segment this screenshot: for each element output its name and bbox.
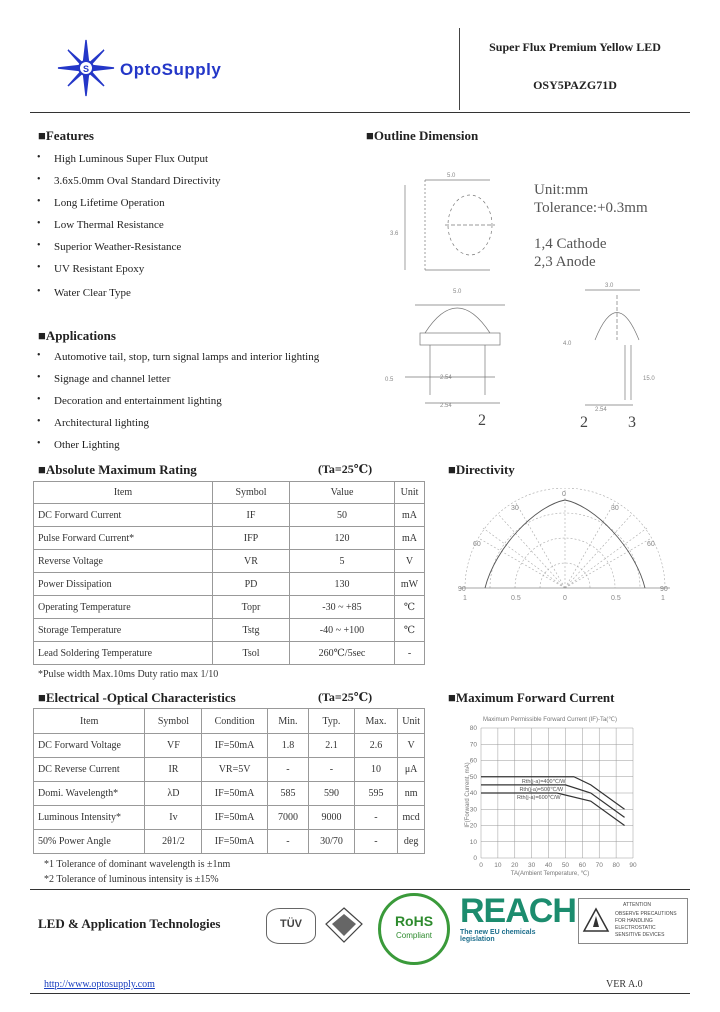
list-item: • High Luminous Super Flux Output	[32, 152, 362, 174]
svg-text:2.54: 2.54	[440, 403, 452, 409]
y-tick-label: 70	[469, 741, 477, 749]
applications-list	[32, 350, 372, 460]
angle-label: 60	[473, 541, 481, 548]
table-cell: V	[398, 734, 425, 758]
x-tick-label: 70	[595, 862, 603, 869]
table-cell: Topr	[213, 596, 290, 619]
outline-pin-cathode: 1,4 Cathode	[534, 236, 607, 252]
abs-max-table	[33, 481, 425, 665]
table-header: Max.	[354, 709, 398, 734]
esd-warning-icon	[582, 907, 610, 933]
reach-sub-text: The new EU chemicals legislation	[460, 929, 536, 943]
table-cell: IF=50mA	[202, 830, 267, 854]
table-cell: 5	[290, 550, 395, 573]
x-tick-label: 50	[561, 862, 570, 869]
table-cell: mcd	[398, 806, 425, 830]
table-row	[34, 830, 425, 854]
table-cell: 590	[309, 782, 354, 806]
table-cell: -	[395, 642, 425, 665]
table-cell: mA	[395, 504, 425, 527]
features-list	[32, 152, 362, 308]
x-tick-label: 30	[528, 862, 536, 869]
electro-title: ■Electrical -Optical Characteristics	[38, 690, 236, 705]
esd-title: ATTENTION	[623, 902, 651, 908]
table-cell: 260℃/5sec	[290, 642, 395, 665]
pin-label: 2	[580, 414, 588, 431]
series-label: Rth(j-a)=500℃/W	[519, 786, 564, 793]
series-label: Rth(j-a)=400℃/W	[521, 778, 566, 785]
table-cell: -	[267, 830, 309, 854]
table-row	[34, 619, 425, 642]
pin-label: 3	[628, 414, 636, 431]
table-cell: Operating Temperature	[34, 596, 213, 619]
table-cell: 2.1	[309, 734, 354, 758]
table-cell: DC Forward Voltage	[34, 734, 145, 758]
x-tick-label: 10	[494, 862, 502, 869]
brand-logo	[56, 38, 276, 98]
table-cell: Tsol	[213, 642, 290, 665]
table-cell: -40 ~ +100	[290, 619, 395, 642]
features-title: ■Features	[38, 128, 94, 143]
x-tick-label: 40	[544, 862, 553, 869]
scale-label: 1	[661, 595, 665, 602]
x-tick-label: 60	[578, 862, 586, 869]
chart-title: Maximum Permissible Forward Current (IF)-Ta(℃)	[482, 717, 618, 723]
angle-label: 30	[511, 505, 519, 512]
table-cell: Lead Soldering Temperature	[34, 642, 213, 665]
abs-max-title: ■Absolute Maximum Rating	[38, 462, 197, 477]
table-cell: 1.8	[267, 734, 309, 758]
list-item: • UV Resistant Epoxy	[32, 262, 362, 284]
website-link[interactable]: http://www.optosupply.com	[44, 979, 155, 990]
scale-label: 0.5	[611, 595, 621, 602]
x-tick-label: 80	[612, 862, 620, 869]
list-item: • Signage and channel letter	[32, 372, 372, 394]
table-header: Condition	[202, 709, 267, 734]
y-tick-label: 0	[473, 855, 477, 862]
table-header: Symbol	[213, 482, 290, 504]
table-cell: 2.6	[354, 734, 398, 758]
table-cell: mA	[395, 527, 425, 550]
table-cell: -	[354, 830, 398, 854]
svg-text:3.6: 3.6	[390, 231, 399, 237]
table-row	[34, 758, 425, 782]
table-header: Value	[290, 482, 395, 504]
table-cell: VR=5V	[202, 758, 267, 782]
outline-title: ■Outline Dimension	[366, 128, 479, 143]
table-row	[34, 806, 425, 830]
table-cell: VF	[145, 734, 202, 758]
table-cell: deg	[398, 830, 425, 854]
table-cell: -	[354, 806, 398, 830]
list-item: • Decoration and entertainment lighting	[32, 394, 372, 416]
table-row	[34, 550, 425, 573]
angle-label: 60	[647, 541, 655, 548]
svg-text:5.0: 5.0	[453, 289, 462, 295]
y-tick-label: 60	[469, 757, 477, 765]
table-cell: ℃	[395, 596, 425, 619]
table-row	[34, 573, 425, 596]
electro-note-1: *1 Tolerance of dominant wavelength is ±1nm	[44, 859, 231, 870]
table-cell: IR	[145, 758, 202, 782]
x-axis-label: TA(Ambient Temperature, ℃)	[510, 871, 590, 877]
max-current-title: ■Maximum Forward Current	[448, 690, 615, 705]
table-cell: ℃	[395, 619, 425, 642]
reach-badge	[460, 892, 576, 945]
starburst-logo-icon	[56, 38, 116, 98]
y-tick-label: 40	[469, 790, 477, 797]
esd-line: FOR HANDLING	[615, 918, 653, 924]
esd-line: OBSERVE PRECAUTIONS	[615, 911, 677, 917]
version-label: VER A.0	[606, 979, 643, 990]
rohs-text: RoHS	[394, 913, 434, 929]
svg-text:S: S	[82, 64, 90, 74]
rohs-badge	[378, 893, 450, 965]
svg-text:5.0: 5.0	[447, 173, 456, 179]
y-tick-label: 20	[469, 822, 477, 830]
outline-unit: Unit:mm	[534, 182, 589, 198]
document-title: Super Flux Premium Yellow LED	[489, 40, 661, 54]
table-header: Unit	[398, 709, 425, 734]
table-cell: IF=50mA	[202, 782, 267, 806]
svg-text:3.0: 3.0	[605, 283, 614, 289]
electro-table	[33, 708, 425, 854]
electro-note-2: *2 Tolerance of luminous intensity is ±15%	[44, 874, 219, 885]
table-cell: 10	[354, 758, 398, 782]
applications-title: ■Applications	[38, 328, 116, 343]
list-item: • Low Thermal Resistance	[32, 218, 362, 240]
list-item: • 3.6x5.0mm Oval Standard Directivity	[32, 174, 362, 196]
table-cell: -	[309, 758, 354, 782]
table-cell: 595	[354, 782, 398, 806]
table-cell: Luminous Intensity*	[34, 806, 145, 830]
table-cell: λD	[145, 782, 202, 806]
y-axis-label: IF(Forward Current, mA)	[465, 762, 471, 828]
table-cell: 130	[290, 573, 395, 596]
table-cell: nm	[398, 782, 425, 806]
table-cell: PD	[213, 573, 290, 596]
rohs-sub-text: Compliant	[395, 931, 432, 940]
svg-text:2.54: 2.54	[595, 407, 607, 413]
table-row	[34, 734, 425, 758]
y-tick-label: 30	[469, 806, 477, 814]
table-cell: -30 ~ +85	[290, 596, 395, 619]
directivity-title: ■Directivity	[448, 462, 515, 477]
table-row	[34, 527, 425, 550]
esd-line: ELECTROSTATIC	[615, 925, 656, 931]
max-current-chart	[455, 710, 645, 880]
reach-text: REACH	[460, 892, 576, 930]
angle-label: 0	[562, 491, 566, 498]
list-item: • Long Lifetime Operation	[32, 196, 362, 218]
table-row	[34, 782, 425, 806]
table-cell: Power Dissipation	[34, 573, 213, 596]
electro-condition: (Ta=25℃)	[318, 690, 373, 704]
brand-name: OptoSupply	[120, 60, 222, 79]
table-cell: Tstg	[213, 619, 290, 642]
table-header: Item	[34, 709, 145, 734]
table-header: Typ.	[309, 709, 354, 734]
list-item: • Superior Weather-Resistance	[32, 240, 362, 262]
angle-label: 90	[458, 586, 466, 593]
table-row	[34, 504, 425, 527]
angle-label: 90	[660, 586, 668, 593]
list-item: • Automotive tail, stop, turn signal lamps and interior lighting	[32, 350, 372, 372]
outline-pin-anode: 2,3 Anode	[534, 254, 596, 270]
table-cell: IF=50mA	[202, 806, 267, 830]
table-cell: 7000	[267, 806, 309, 830]
x-tick-label: 90	[629, 862, 637, 869]
esd-line: SENSITIVE DEVICES	[615, 932, 665, 938]
scale-label: 1	[463, 595, 467, 602]
table-cell: 50	[290, 504, 395, 527]
abs-max-note: *Pulse width Max.10ms Duty ratio max 1/10	[38, 669, 219, 680]
table-cell: VR	[213, 550, 290, 573]
table-cell: DC Forward Current	[34, 504, 213, 527]
outline-tolerance: Tolerance:+0.3mm	[534, 200, 648, 216]
tuv-logo	[266, 908, 316, 944]
angle-label: 30	[611, 505, 619, 512]
table-cell: 2θ1/2	[145, 830, 202, 854]
table-cell: Reverse Voltage	[34, 550, 213, 573]
x-tick-label: 20	[511, 862, 519, 869]
part-number: OSY5PAZG71D	[533, 78, 617, 92]
table-cell: V	[395, 550, 425, 573]
table-cell: μA	[398, 758, 425, 782]
pin-label: 2	[478, 412, 486, 429]
scale-label: 0	[563, 595, 567, 602]
table-row	[34, 642, 425, 665]
scale-label: 0.5	[511, 595, 521, 602]
y-tick-label: 10	[469, 838, 477, 846]
bottom-divider	[30, 993, 690, 994]
table-cell: IF	[213, 504, 290, 527]
table-row	[34, 596, 425, 619]
table-header: Item	[34, 482, 213, 504]
table-header: Unit	[395, 482, 425, 504]
certification-badge	[322, 906, 366, 944]
table-cell: 30/70	[309, 830, 354, 854]
table-cell: mW	[395, 573, 425, 596]
table-cell: 9000	[309, 806, 354, 830]
table-cell: Domi. Wavelength*	[34, 782, 145, 806]
list-item: • Water Clear Type	[32, 286, 362, 308]
series-label: Rth(j-a)=600℃/W	[517, 795, 561, 801]
table-header: Symbol	[145, 709, 202, 734]
directivity-chart	[455, 488, 675, 608]
table-cell: IF=50mA	[202, 734, 267, 758]
table-cell: 50% Power Angle	[34, 830, 145, 854]
table-cell: 120	[290, 527, 395, 550]
svg-text:2.54: 2.54	[440, 375, 452, 381]
table-header: Min.	[267, 709, 309, 734]
table-cell: Storage Temperature	[34, 619, 213, 642]
table-cell: 585	[267, 782, 309, 806]
table-cell: DC Reverse Current	[34, 758, 145, 782]
table-cell: Pulse Forward Current*	[34, 527, 213, 550]
shield-icon	[322, 906, 366, 944]
x-tick-label: 0	[479, 862, 483, 869]
esd-warning	[578, 898, 688, 944]
footer-divider	[30, 889, 690, 890]
company-name: LED & Application Technologies	[38, 916, 221, 931]
y-tick-label: 50	[469, 773, 477, 781]
table-cell: -	[267, 758, 309, 782]
list-item: • Other Lighting	[32, 438, 372, 460]
svg-text:15.0: 15.0	[643, 376, 655, 382]
svg-text:4.0: 4.0	[563, 341, 572, 347]
y-tick-label: 80	[469, 725, 477, 732]
tuv-mark: TÜV	[280, 918, 302, 930]
table-cell: IFP	[213, 527, 290, 550]
table-cell: Iv	[145, 806, 202, 830]
header-divider	[30, 112, 690, 113]
svg-text:0.5: 0.5	[385, 377, 394, 383]
abs-max-condition: (Ta=25℃)	[318, 462, 373, 476]
list-item: • Architectural lighting	[32, 416, 372, 438]
